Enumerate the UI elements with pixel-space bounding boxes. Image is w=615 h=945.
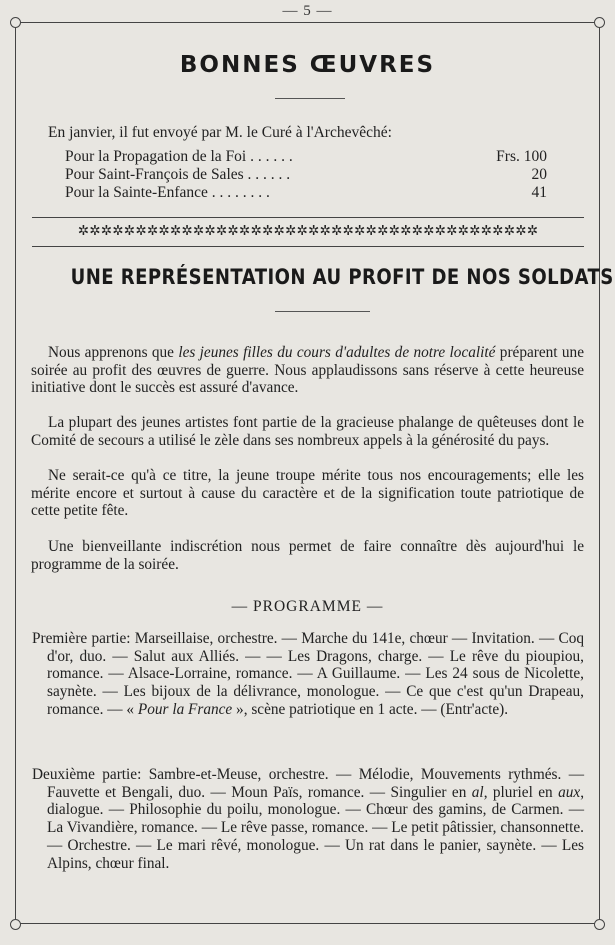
programme-part-two — [32, 766, 584, 872]
article-paragraph — [31, 344, 584, 397]
title-underline — [275, 98, 345, 99]
donation-label: Pour la Propagation de la Foi . . . . . . — [65, 148, 293, 165]
programme-text: Deuxième partie: Sambre-et-Meuse, orchestre. — Mélodie, Mouvements rythmés. — Fauvette et Bengali, duo. — Moun Païs, romance. — Singulier en — [32, 766, 584, 801]
programme-text: », scène patriotique en 1 acte. — (Entr'acte). — [232, 700, 509, 718]
programme-italic-text: al — [471, 783, 484, 801]
ornamental-separator: ✲✲✲✲✲✲✲✲✲✲✲✲✲✲✲✲✲✲✲✲✲✲✲✲✲✲✲✲✲✲✲✲✲✲✲✲✲✲✲✲ — [32, 217, 584, 247]
donation-amount: Frs. 100 — [496, 148, 547, 165]
paragraph-italic-text: les jeunes filles du cours d'adultes de notre localité — [178, 344, 496, 361]
programme-title: — PROGRAMME — — [231, 598, 384, 615]
article-paragraph — [31, 414, 584, 449]
frame-corner-ornament — [594, 919, 605, 930]
donations-intro: En janvier, il fut envoyé par M. le Curé à l'Archevêché: — [48, 124, 392, 141]
donation-amount: 41 — [531, 184, 547, 201]
programme-text: , pluriel en — [483, 783, 559, 801]
paragraph-text: Nous apprenons que — [48, 344, 179, 361]
article-title: UNE REPRÉSENTATION AU PROFIT DE NOS SOLDATS — [70, 265, 614, 289]
programme-italic-text: Pour la France — [137, 700, 233, 718]
article-paragraph — [31, 467, 584, 520]
paragraph-text: Une bienveillante indiscrétion nous permet de faire connaître dès aujourd'hui le programme de la soirée. — [31, 538, 584, 573]
donation-amount: 20 — [531, 166, 547, 183]
programme-text: Première partie: Marseillaise, orchestre. — Marche du 141e, chœur — Invitation. — Coq d'or, duo. — Salut aux Alliés. — — Les Dragons, charge. — Le rêve du pioupiou, romance. — Alsace-Lorraine, romance. — A Guillaume. — Les 24 sous de Nicolette, saynète. — Les bijoux de la délivrance, monologue. — Ce que c'est qu'un Drapeau, romance. — « — [32, 630, 584, 718]
paragraph-text: préparent une soirée au profit des œuvres de guerre. Nous applaudissons sans réserve à cette heureuse initiative dont le succès est assuré d'avance. — [31, 344, 584, 396]
frame-corner-ornament — [594, 17, 605, 28]
paragraph-text: Ne serait-ce qu'à ce titre, la jeune troupe mérite tous nos encouragements; elle les mérite encore et surtout à cause du caractère et de la signification toute patriotique de cette petite fête. — [31, 467, 584, 519]
programme-text: , dialogue. — Philosophie du poilu, monologue. — Chœur des gamins, de Carmen. — La Vivandière, romance. — Le rêve passe, romance. — Le petit pâtissier, chansonnette. — Orchestre. — Le mari rêvé, monologue. — Un rat dans le panier, saynète. — Les Alpins, chœur final. — [47, 783, 585, 872]
paragraph-text: La plupart des jeunes artistes font partie de la gracieuse phalange de quêteuses dont le Comité de secours a utilisé le zèle dans ses nombreux appels à la générosité du pays. — [31, 414, 584, 449]
article-paragraph — [31, 538, 584, 573]
programme-italic-text: aux — [558, 783, 581, 801]
title-underline — [275, 311, 370, 312]
donation-label: Pour Saint-François de Sales . . . . . . — [65, 166, 291, 183]
section-title-bonnes-oeuvres: BONNES ŒUVRES — [179, 52, 436, 78]
frame-corner-ornament — [10, 17, 21, 28]
donation-label: Pour la Sainte-Enfance . . . . . . . . — [65, 184, 270, 201]
frame-corner-ornament — [10, 919, 21, 930]
page-number: — 5 — — [282, 3, 333, 19]
programme-part-one — [32, 630, 584, 719]
